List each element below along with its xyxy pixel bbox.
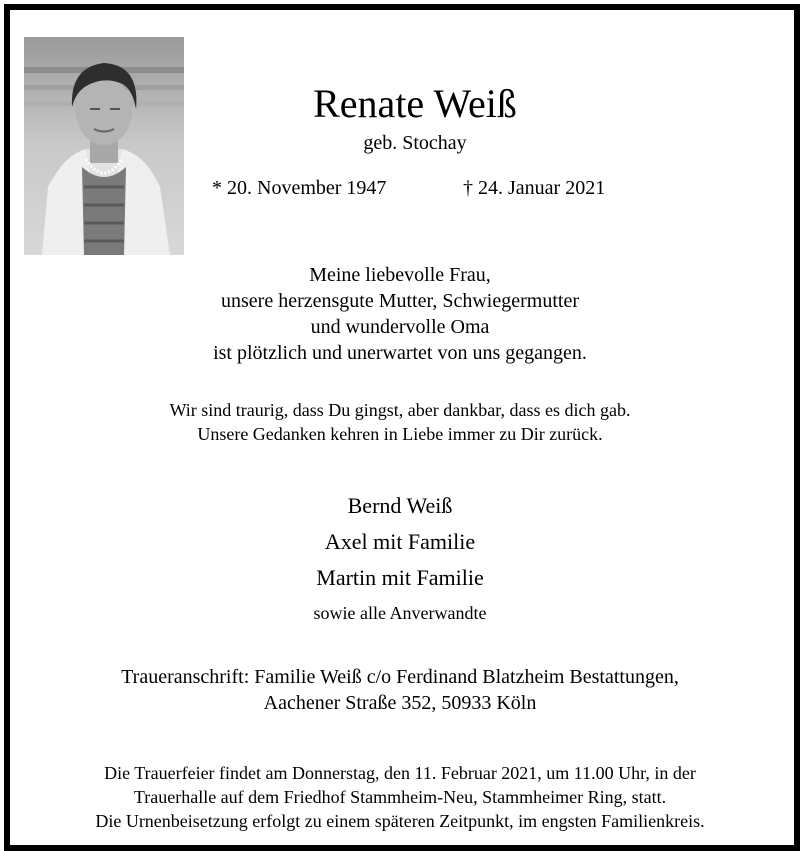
death-date: † 24. Januar 2021 [463,177,606,199]
mourning-address [0,664,800,716]
portrait-photo [24,37,184,255]
poem-line: unsere herzensgute Mutter, Schwiegermutter [221,290,579,312]
birth-date: * 20. November 1947 [212,177,387,199]
address-line: Aachener Straße 352, 50933 Köln [263,692,537,714]
mourners-list [0,488,800,630]
mourners-footer: sowie alle Anverwandte [313,603,487,623]
poem-line: ist plötzlich und unerwartet von uns gegangen. [213,342,587,364]
quote-line: Unsere Gedanken kehren in Liebe immer zu Dir zurück. [197,424,603,444]
ceremony-info [0,761,800,833]
deceased-name: Renate Weiß [313,81,517,126]
mourner-name: Martin mit Familie [316,565,484,590]
address-line: Traueranschrift: Familie Weiß c/o Ferdinand Blatzheim Bestattungen, [121,666,679,688]
ceremony-line: Die Trauerfeier findet am Donnerstag, den 11. Februar 2021, um 11.00 Uhr, in der [104,763,696,783]
mourner-name: Axel mit Familie [324,529,476,554]
poem-text [0,262,800,366]
mourner-name: Bernd Weiß [347,493,453,518]
poem-line: und wundervolle Oma [310,316,490,338]
quote-text [0,398,800,446]
poem-line: Meine liebevolle Frau, [309,264,491,286]
ceremony-line: Trauerhalle auf dem Friedhof Stammheim-Neu, Stammheimer Ring, statt. [133,787,667,807]
maiden-name: geb. Stochay [363,132,467,154]
ceremony-line: Die Urnenbeisetzung erfolgt zu einem späteren Zeitpunkt, im engsten Familienkreis. [95,811,705,831]
quote-line: Wir sind traurig, dass Du gingst, aber dankbar, dass es dich gab. [169,400,631,420]
